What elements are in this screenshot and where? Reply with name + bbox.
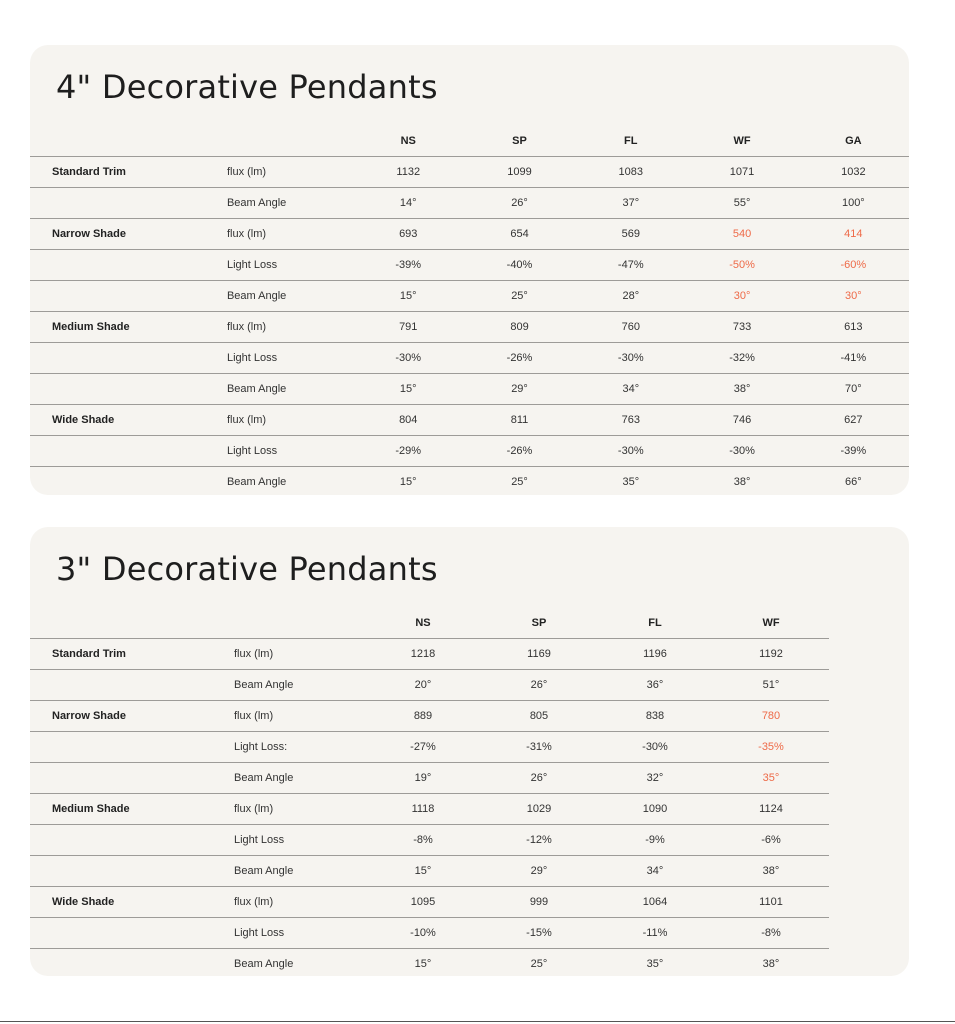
cell-value: 733 (732, 321, 752, 333)
cell-value: 999 (529, 896, 549, 908)
cell-value: 100° (841, 197, 865, 209)
cell-value: -30% (617, 445, 644, 457)
table-row (30, 949, 829, 980)
row-group-label (30, 670, 234, 701)
row-group-label: Medium Shade (52, 803, 130, 815)
row-group-label (30, 250, 227, 281)
cell-value: 20° (414, 679, 432, 691)
row-group-label (30, 949, 234, 980)
cell-value: 569 (621, 228, 640, 240)
row-group-label (30, 436, 227, 467)
table-row (30, 405, 909, 436)
table-row (30, 794, 829, 825)
row-metric-label: flux (lm) (226, 321, 267, 333)
cell-value: 1218 (410, 648, 436, 660)
cell-value: 25° (530, 958, 548, 970)
row-group-label (30, 732, 234, 763)
cell-value: 1090 (642, 803, 668, 815)
table-row (30, 763, 829, 794)
spec-table (30, 607, 829, 979)
row-metric-label: flux (lm) (226, 166, 267, 178)
row-metric-label: Beam Angle (234, 958, 294, 970)
cell-value: 32° (646, 772, 664, 784)
row-metric-label: Light Loss: (234, 741, 288, 753)
table-header-row (30, 125, 909, 157)
table-row (30, 157, 909, 188)
cell-value: -6% (761, 834, 781, 846)
row-metric-label: Beam Angle (226, 476, 287, 488)
cell-value: 414 (844, 228, 863, 240)
row-group-label: Standard Trim (52, 166, 126, 178)
table-header-row (30, 607, 829, 639)
row-metric-label: flux (lm) (234, 803, 274, 815)
cell-value: 627 (844, 414, 863, 426)
cell-value: -35% (758, 741, 784, 753)
cell-value: 30° (845, 290, 862, 302)
cell-value: -30% (729, 445, 755, 457)
header-metric-blank (234, 607, 365, 639)
cell-value: -26% (506, 445, 533, 457)
cell-value: 746 (732, 414, 752, 426)
cell-value: 38° (733, 383, 751, 395)
table-row (30, 918, 829, 949)
cell-value: 51° (762, 679, 780, 691)
table-row (30, 343, 909, 374)
cell-value: -10% (410, 927, 436, 939)
column-header-sp: SP (531, 616, 547, 629)
row-metric-label: Light Loss (226, 352, 278, 364)
row-metric-label: Light Loss (226, 259, 278, 271)
row-group-label: Narrow Shade (52, 710, 126, 722)
cell-value: -30% (642, 741, 668, 753)
row-group-label (30, 281, 227, 312)
cell-value: 1032 (841, 166, 866, 178)
cell-value: 26° (511, 197, 528, 209)
cell-value: 791 (399, 321, 418, 333)
table-row (30, 436, 909, 467)
cell-value: -8% (413, 834, 433, 846)
cell-value: -15% (526, 927, 552, 939)
table-row (30, 887, 829, 918)
row-metric-label: Beam Angle (226, 290, 287, 302)
column-header-wf: WF (762, 616, 780, 629)
cell-value: 66° (845, 476, 862, 488)
cell-value: 38° (762, 865, 780, 877)
row-group-label: Standard Trim (52, 648, 126, 660)
cell-value: -47% (617, 259, 644, 271)
cell-value: -31% (526, 741, 552, 753)
cell-value: 14° (399, 197, 417, 209)
bottom-divider (0, 1021, 955, 1022)
row-metric-label: Beam Angle (234, 865, 294, 877)
row-group-label: Wide Shade (52, 414, 115, 426)
row-metric-label: Beam Angle (234, 679, 294, 691)
cell-value: 805 (529, 710, 549, 722)
section-title: 4" Decorative Pendants (56, 68, 438, 106)
cell-value: 1095 (410, 896, 436, 908)
cell-value: 37° (622, 197, 640, 209)
pendants-4in-card (30, 45, 909, 495)
row-metric-label: Beam Angle (226, 383, 287, 395)
cell-value: 1132 (396, 166, 421, 178)
cell-value: 38° (733, 476, 751, 488)
cell-value: 540 (732, 228, 752, 240)
row-metric-label: Light Loss (226, 445, 278, 457)
table-row (30, 281, 909, 312)
table-row (30, 732, 829, 763)
table-row (30, 856, 829, 887)
cell-value: 693 (399, 228, 418, 240)
cell-value: 1071 (729, 166, 755, 178)
row-group-label: Wide Shade (52, 896, 115, 908)
row-metric-label: flux (lm) (234, 896, 274, 908)
cell-value: 15° (414, 865, 432, 877)
cell-value: 36° (646, 679, 664, 691)
table-row (30, 250, 909, 281)
cell-value: -41% (840, 352, 867, 364)
cell-value: 29° (530, 865, 548, 877)
cell-value: 19° (414, 772, 432, 784)
cell-value: 35° (646, 958, 664, 970)
cell-value: 811 (510, 414, 529, 426)
cell-value: 34° (622, 383, 640, 395)
cell-value: 1064 (642, 896, 668, 908)
cell-value: -11% (642, 927, 668, 939)
row-group-label (30, 918, 234, 949)
row-metric-label: flux (lm) (226, 414, 267, 426)
cell-value: 889 (413, 710, 433, 722)
row-group-label (30, 374, 227, 405)
row-group-label (30, 467, 227, 498)
cell-value: -40% (506, 259, 533, 271)
cell-value: 26° (530, 772, 548, 784)
cell-value: 15° (399, 383, 417, 395)
cell-value: 1192 (759, 648, 783, 660)
cell-value: 29° (511, 383, 528, 395)
cell-value: 15° (399, 476, 417, 488)
cell-value: 34° (646, 865, 664, 877)
table-row (30, 467, 909, 498)
column-header-fl: FL (648, 616, 662, 629)
cell-value: 838 (645, 710, 665, 722)
cell-value: 613 (844, 321, 863, 333)
cell-value: 15° (399, 290, 417, 302)
cell-value: 35° (762, 772, 780, 784)
cell-value: -39% (395, 259, 422, 271)
cell-value: -29% (395, 445, 422, 457)
cell-value: 654 (510, 228, 529, 240)
table-row (30, 639, 829, 670)
row-group-label (30, 856, 234, 887)
header-metric-blank (227, 125, 353, 157)
row-group-label: Medium Shade (52, 321, 130, 333)
cell-value: 1196 (643, 648, 667, 660)
header-group-blank (30, 607, 234, 639)
cell-value: 30° (733, 290, 751, 302)
cell-value: 55° (733, 197, 751, 209)
row-metric-label: Light Loss (234, 927, 285, 939)
cell-value: 1083 (618, 166, 644, 178)
table-row (30, 374, 909, 405)
cell-value: 25° (511, 476, 528, 488)
cell-value: 26° (530, 679, 548, 691)
header-group-blank (30, 125, 227, 157)
column-header-ns: NS (415, 616, 431, 629)
row-group-label (30, 343, 227, 374)
cell-value: -50% (729, 259, 755, 271)
cell-value: 1118 (411, 803, 435, 815)
cell-value: 809 (510, 321, 529, 333)
table-row (30, 188, 909, 219)
row-group-label (30, 188, 227, 219)
cell-value: 1029 (526, 803, 552, 815)
cell-value: -60% (840, 259, 867, 271)
cell-value: -27% (410, 741, 436, 753)
cell-value: -26% (506, 352, 533, 364)
cell-value: 1099 (507, 166, 532, 178)
cell-value: 70° (845, 383, 862, 395)
cell-value: -8% (761, 927, 781, 939)
row-metric-label: Beam Angle (226, 197, 287, 209)
table-row (30, 701, 829, 732)
cell-value: 15° (414, 958, 432, 970)
column-header-ns: NS (400, 134, 416, 147)
column-header-wf: WF (733, 134, 751, 147)
cell-value: -30% (617, 352, 644, 364)
table-row (30, 312, 909, 343)
cell-value: -32% (729, 352, 755, 364)
row-metric-label: flux (lm) (226, 228, 267, 240)
row-metric-label: Beam Angle (234, 772, 294, 784)
row-metric-label: Light Loss (234, 834, 285, 846)
column-header-ga: GA (845, 134, 862, 147)
table-row (30, 825, 829, 856)
cell-value: 780 (761, 710, 781, 722)
cell-value: 35° (622, 476, 640, 488)
row-group-label (30, 825, 234, 856)
spec-table (30, 125, 909, 497)
row-metric-label: flux (lm) (234, 648, 274, 660)
cell-value: 763 (621, 414, 640, 426)
table-row (30, 219, 909, 250)
cell-value: 38° (762, 958, 780, 970)
row-group-label: Narrow Shade (52, 228, 126, 240)
row-group-label (30, 763, 234, 794)
column-header-sp: SP (512, 134, 527, 147)
cell-value: -9% (645, 834, 665, 846)
column-header-fl: FL (624, 134, 638, 147)
table-row (30, 670, 829, 701)
cell-value: 1124 (759, 803, 783, 815)
cell-value: 760 (621, 321, 640, 333)
cell-value: 804 (399, 414, 418, 426)
section-title: 3" Decorative Pendants (56, 550, 438, 588)
pendants-3in-card (30, 527, 909, 976)
cell-value: -12% (526, 834, 552, 846)
cell-value: 1169 (527, 648, 551, 660)
cell-value: -30% (395, 352, 422, 364)
cell-value: 1101 (759, 896, 783, 908)
row-metric-label: flux (lm) (234, 710, 274, 722)
cell-value: 28° (622, 290, 640, 302)
cell-value: 25° (511, 290, 528, 302)
cell-value: -39% (840, 445, 867, 457)
